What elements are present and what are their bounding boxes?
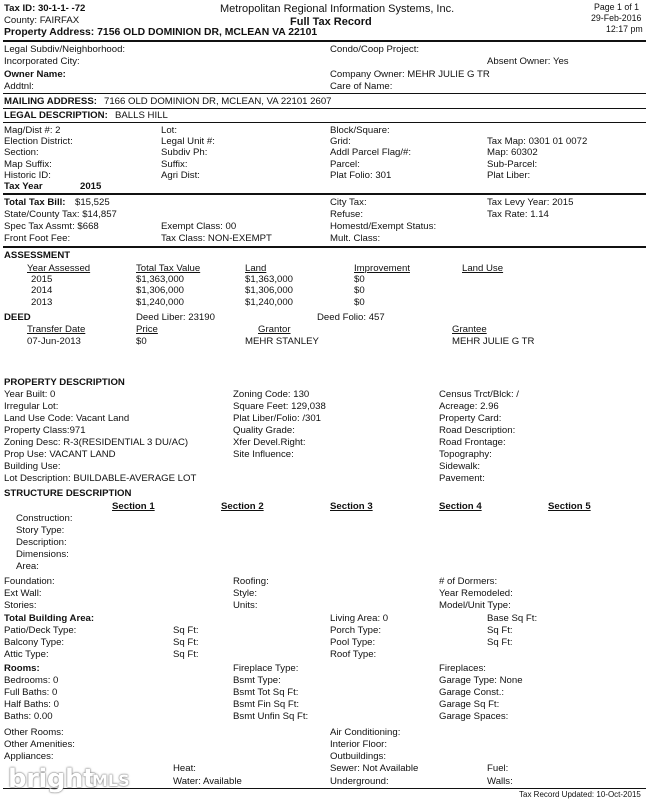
legal-description-label: LEGAL DESCRIPTION: [4,110,108,121]
pool-type: Pool Type: [330,637,376,648]
addl-parcel-flag: Addl Parcel Flag/#: [330,147,412,158]
assessment-total: $1,306,000 [136,285,185,296]
deed-grantor: MEHR STANLEY [245,336,319,347]
map-suffix: Map Suffix: [4,159,52,170]
mailing-address: 7166 OLD DOMINION DR, MCLEAN, VA 22101 2607 [104,96,332,107]
assessment-improvement: $0 [354,297,365,308]
living-area: Living Area: 0 [330,613,389,624]
homestd-exempt-status: Homestd/Exempt Status: [330,221,437,232]
owner-rule [3,93,646,94]
assessment-year: 2014 [31,285,53,296]
units: Units: [233,600,258,611]
property-address: Property Address: 7156 OLD DOMINION DR, MCLEAN VA 22101 [4,27,318,38]
org-name: Metropolitan Regional Information Systems, Inc. [220,3,455,15]
tax-rate: Tax Rate: 1.14 [487,209,549,220]
tax-rule [3,246,646,248]
total-building-area: Total Building Area: [4,613,95,624]
assessment-header-land-use: Land Use [462,263,504,274]
model-unit-type: Model/Unit Type: [439,600,511,611]
assessment-header-improvement: Improvement [354,263,410,274]
stories: Stories: [4,600,37,611]
record-type: Full Tax Record [290,16,372,28]
deed-liber: Deed Liber: 23190 [136,312,215,323]
year-built: Year Built: 0 [4,389,56,400]
care-of-name: Care of Name: [330,81,393,92]
suffix: Suffix: [161,159,188,170]
assessment-title: ASSESSMENT [4,250,71,261]
mailing-rule [3,108,646,109]
tax-year-label: Tax Year [4,181,43,192]
deed-header-grantee: Grantee [452,324,487,335]
structure-section-5: Section 5 [548,501,591,512]
condo-project: Condo/Coop Project: [330,44,420,55]
assessment-total: $1,363,000 [136,274,185,285]
outbuildings: Outbuildings: [330,751,386,762]
assessment-header-total: Total Tax Value [136,263,201,274]
garage-type: Garage Type: None [439,675,523,686]
state-county-tax: State/County Tax: $14,857 [4,209,117,220]
plat-liber: Plat Liber: [487,170,531,181]
baths: Baths: 0.00 [4,711,53,722]
topography: Topography: [439,449,492,460]
square-feet: Square Feet: 129,038 [233,401,326,412]
road-frontage: Road Frontage: [439,437,506,448]
bsmt-type: Bsmt Type: [233,675,281,686]
total-tax-bill-label: Total Tax Bill: [4,197,66,208]
tax-year-value: 2015 [80,181,102,192]
structure-section-2: Section 2 [221,501,264,512]
tax-levy-year: Tax Levy Year: 2015 [487,197,574,208]
spec-tax-assmt: Spec Tax Assmt: $668 [4,221,99,232]
assessment-improvement: $0 [354,285,365,296]
mailing-address-label: MAILING ADDRESS: [4,96,97,107]
bsmt-fin-sq-ft: Bsmt Fin Sq Ft: [233,699,300,710]
total-tax-bill: $15,525 [75,197,110,208]
balcony-type: Balcony Type: [4,637,65,648]
structure-section-4: Section 4 [439,501,482,512]
lot-description: Lot Description: BUILDABLE-AVERAGE LOT [4,473,197,484]
underground: Underground: [330,776,389,787]
front-foot-fee: Front Foot Fee: [4,233,71,244]
property-class: Property Class:971 [4,425,86,436]
zoning-desc: Zoning Desc: R-3(RESIDENTIAL 3 DU/AC) [4,437,189,448]
fireplace-type: Fireplace Type: [233,663,299,674]
ext-wall: Ext Wall: [4,588,42,599]
assessment-total: $1,240,000 [136,297,185,308]
census-tract: Census Trct/Blck: / [439,389,519,400]
deed-header-grantor: Grantor [258,324,291,335]
description: Description: [16,537,67,548]
mag-dist: Mag/Dist #: 2 [4,125,61,136]
assessment-header-land: Land [245,263,267,274]
structure-section-1: Section 1 [112,501,155,512]
other-amenities: Other Amenities: [4,739,75,750]
air-conditioning: Air Conditioning: [330,727,401,738]
lot: Lot: [161,125,178,136]
patio-deck-type: Patio/Deck Type: [4,625,77,636]
style: Style: [233,588,257,599]
subdiv-ph: Subdiv Ph: [161,147,208,158]
year-remodeled: Year Remodeled: [439,588,513,599]
deed-transfer-date: 07-Jun-2013 [27,336,81,347]
garage-spaces: Garage Spaces: [439,711,509,722]
other-rooms: Other Rooms: [4,727,64,738]
garage-sq-ft: Garage Sq Ft: [439,699,500,710]
porch-sq-ft: Sq Ft: [487,625,513,636]
tax-map: Tax Map: 0301 01 0072 [487,136,588,147]
deed-price: $0 [136,336,147,347]
assessment-land: $1,240,000 [245,297,294,308]
base-sq-ft: Base Sq Ft: [487,613,538,624]
assessment-year: 2015 [31,274,53,285]
legal-unit: Legal Unit #: [161,136,215,147]
area: Area: [16,561,39,572]
plat-liber-folio: Plat Liber/Folio: /301 [233,413,321,424]
interior-floor: Interior Floor: [330,739,388,750]
site-influence: Site Influence: [233,449,294,460]
pavement: Pavement: [439,473,485,484]
deed-grantee: MEHR JULIE G TR [452,336,535,347]
property-card: Property Card: [439,413,502,424]
print-time: 12:17 pm [606,24,643,34]
attic-type: Attic Type: [4,649,49,660]
historic-id: Historic ID: [4,170,51,181]
land-use-code: Land Use Code: Vacant Land [4,413,130,424]
deed-folio: Deed Folio: 457 [317,312,385,323]
xfer-devel-right: Xfer Devel.Right: [233,437,306,448]
assessment-improvement: $0 [354,274,365,285]
patio-sq-ft: Sq Ft: [173,625,199,636]
fuel: Fuel: [487,763,509,774]
appliances: Appliances: [4,751,54,762]
tax-class: Tax Class: NON-EXEMPT [161,233,272,244]
addtnl: Addtnl: [4,81,34,92]
attic-sq-ft: Sq Ft: [173,649,199,660]
sewer: Sewer: Not Available [330,763,419,774]
walls: Walls: [487,776,513,787]
fireplaces: Fireplaces: [439,663,486,674]
heat: Heat: [173,763,196,774]
half-baths: Half Baths: 0 [4,699,59,710]
deed-header-price: Price [136,324,158,335]
road-description: Road Description: [439,425,516,436]
rooms-label: Rooms: [4,663,40,674]
building-use: Building Use: [4,461,61,472]
roofing: Roofing: [233,576,269,587]
water: Water: Available [173,776,242,787]
story-type: Story Type: [16,525,65,536]
absent-owner: Absent Owner: Yes [487,56,569,67]
county: County: FAIRFAX [4,15,80,26]
deed-title: DEED [4,312,31,323]
refuse: Refuse: [330,209,364,220]
tax-id: Tax ID: 30-1-1- -72 [4,3,86,14]
property-description-title: PROPERTY DESCRIPTION [4,377,125,388]
garage-const: Garage Const.: [439,687,505,698]
election-district: Election District: [4,136,73,147]
quality-grade: Quality Grade: [233,425,295,436]
legal-subdiv: Legal Subdiv/Neighborhood: [4,44,126,55]
bsmt-tot-sq-ft: Bsmt Tot Sq Ft: [233,687,299,698]
map: Map: 60302 [487,147,538,158]
parcel-rule [3,193,646,195]
section: Section: [4,147,39,158]
company-owner: Company Owner: MEHR JULIE G TR [330,69,490,80]
deed-header-transfer-date: Transfer Date [27,324,86,335]
acreage: Acreage: 2.96 [439,401,499,412]
assessment-year: 2013 [31,297,53,308]
logo-word: bright [8,764,95,794]
legal-description: BALLS HILL [115,110,168,121]
header-rule [3,40,646,42]
pool-sq-ft: Sq Ft: [487,637,513,648]
dormers: # of Dormers: [439,576,498,587]
sidewalk: Sidewalk: [439,461,481,472]
mult-class: Mult. Class: [330,233,381,244]
legal-rule [3,122,646,123]
structure-description-title: STRUCTURE DESCRIPTION [4,488,132,499]
parcel: Parcel: [330,159,360,170]
block-square: Block/Square: [330,125,390,136]
bsmt-unfin-sq-ft: Bsmt Unfin Sq Ft: [233,711,309,722]
agri-dist: Agri Dist: [161,170,200,181]
porch-type: Porch Type: [330,625,382,636]
print-date: 29-Feb-2016 [591,13,642,23]
grid: Grid: [330,136,351,147]
bedrooms: Bedrooms: 0 [4,675,59,686]
exempt-class: Exempt Class: 00 [161,221,237,232]
assessment-header-year: Year Assessed [27,263,91,274]
full-baths: Full Baths: 0 [4,687,58,698]
zoning-code: Zoning Code: 130 [233,389,310,400]
plat-folio: Plat Folio: 301 [330,170,392,181]
assessment-land: $1,306,000 [245,285,294,296]
page-number: Page 1 of 1 [594,2,639,12]
dimensions: Dimensions: [16,549,69,560]
logo-mls: MLS [92,771,130,790]
balcony-sq-ft: Sq Ft: [173,637,199,648]
roof-type: Roof Type: [330,649,377,660]
incorporated-city: Incorporated City: [4,56,80,67]
assessment-land: $1,363,000 [245,274,294,285]
irregular-lot: Irregular Lot: [4,401,59,412]
structure-section-3: Section 3 [330,501,373,512]
bright-mls-logo [8,766,138,796]
city-tax: City Tax: [330,197,367,208]
owner-name-label: Owner Name: [4,69,66,80]
prop-use: Prop Use: VACANT LAND [4,449,116,460]
tax-record-updated: Tax Record Updated: 10-Oct-2015 [519,790,641,799]
construction: Construction: [16,513,73,524]
sub-parcel: Sub-Parcel: [487,159,538,170]
foundation: Foundation: [4,576,55,587]
